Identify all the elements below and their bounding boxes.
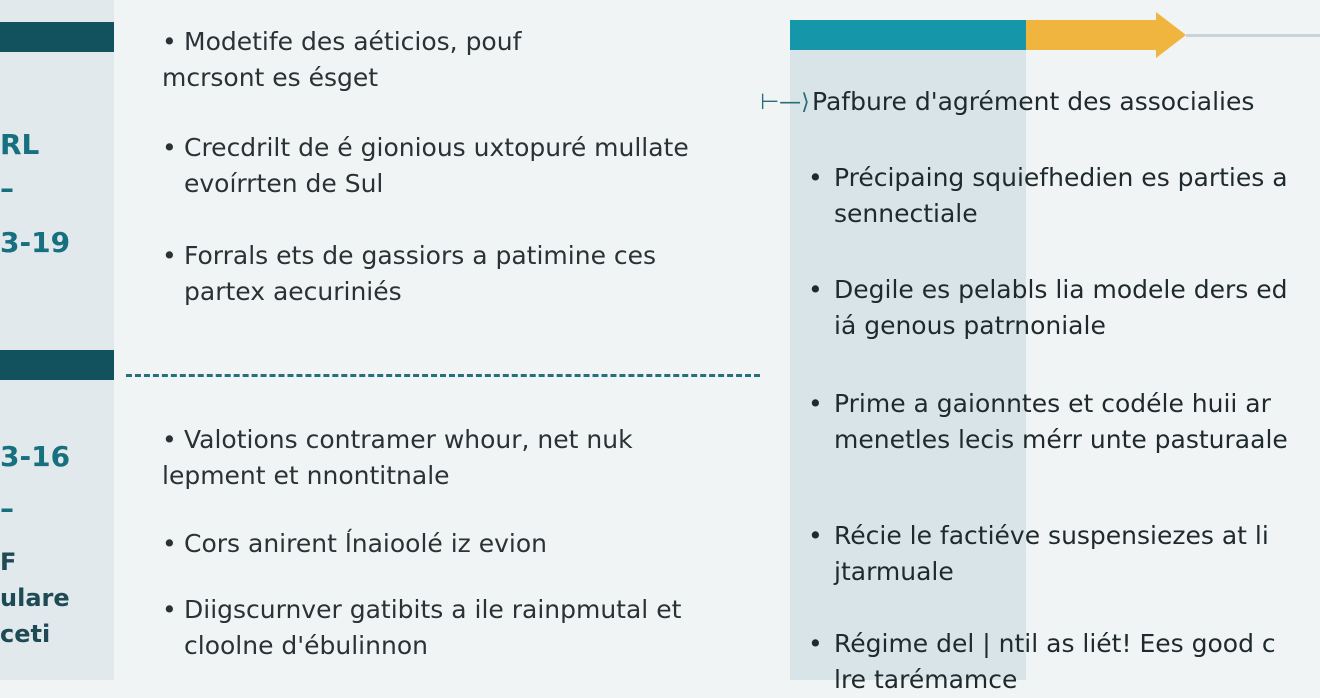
middle-bullet-2: • Crecdrilt de é gionious uxtopuré mullate evoírrten de Sul <box>162 133 689 198</box>
middle-bullet-6-line2: cloolne d'ébulinnon <box>184 631 428 660</box>
right-heading: Pafbure d'agrément des associalies <box>812 87 1255 116</box>
right-bullet-4-line1: Récie le factiéve suspensiezes at li <box>834 521 1269 550</box>
left-label-1: RL <box>0 128 40 161</box>
middle-bullet-5-line1: Cors anirent ĺnaioolé iz evion <box>184 529 548 558</box>
middle-bullet-6-line1: Diigscurnver gatibits a ile rainpmutal et <box>184 595 682 624</box>
arrow-right-icon <box>1156 12 1186 58</box>
middle-bullet-5: • Cors anirent ĺnaioolé iz evion <box>162 529 548 558</box>
right-arrow-line <box>1186 34 1320 37</box>
middle-bullet-3-line2: partex aecuriniés <box>184 277 402 306</box>
right-bullet-5-line1: Régime del | ntil as liét! Ees good c <box>834 629 1276 658</box>
right-bullet-3-line1: Prime a gaionntes et codéle huii ar <box>834 389 1271 418</box>
left-year-1: 3-19 <box>0 226 71 259</box>
left-header-bar-1 <box>0 22 114 52</box>
right-yellow-bar <box>1026 20 1156 50</box>
right-bullet-1: • Précipaing squiefhedien es parties a sennectiale <box>808 160 1288 232</box>
middle-bullet-4-line2: lepment et nnontitnale <box>162 461 450 490</box>
middle-bullet-1-line2: mcrsont es ésget <box>162 63 379 92</box>
left-label-3: ulare <box>0 584 70 612</box>
middle-bullet-2-line2: evoírrten de Sul <box>184 169 384 198</box>
right-bullet-1-line1: Précipaing squiefhedien es parties a <box>834 163 1288 192</box>
right-bullet-3-line2: menetles lecis mérr unte pasturaale <box>834 425 1288 454</box>
right-bullet-3: • Prime a gaionntes et codéle huii ar menetles lecis mérr unte pasturaale <box>808 386 1288 458</box>
middle-bullet-1: • Modetife des aéticios, pouf mcrsont es ésget <box>162 27 522 92</box>
connector-icon: ⊢—⟩ <box>760 90 810 115</box>
right-bullet-2: • Degile es pelabls lia modele ders ed iá genous patrnoniale <box>808 272 1287 344</box>
left-year-2: 3-16 <box>0 440 71 473</box>
right-bullet-2-line2: iá genous patrnoniale <box>834 311 1106 340</box>
left-header-bar-2 <box>0 350 114 380</box>
section-divider <box>126 374 760 377</box>
left-timeline-panel <box>0 0 114 680</box>
right-bullet-5: • Régime del | ntil as liét! Ees good c lre tarémamce <box>808 626 1276 698</box>
middle-bullet-3: • Forrals ets de gassiors a patimine ces partex aecuriniés <box>162 241 657 306</box>
middle-bullet-3-line1: Forrals ets de gassiors a patimine ces <box>184 241 657 270</box>
left-label-2: F <box>0 548 17 576</box>
right-bullet-2-line1: Degile es pelabls lia modele ders ed <box>834 275 1288 304</box>
right-bullet-1-line2: sennectiale <box>834 199 978 228</box>
middle-bullet-4: • Valotions contramer whour, net nuk lepment et nnontitnale <box>162 425 633 490</box>
middle-bullet-6: • Diigscurnver gatibits a ile rainpmutal et cloolne d'ébulinnon <box>162 595 682 660</box>
middle-bullet-2-line1: Crecdrilt de é gionious uxtopuré mullate <box>184 133 689 162</box>
left-dash-2: – <box>0 492 14 525</box>
right-teal-bar <box>790 20 1026 50</box>
left-label-4: ceti <box>0 620 51 648</box>
middle-bullet-1-line1: Modetife des aéticios, pouf <box>184 27 522 56</box>
right-bullet-4: • Récie le factiéve suspensiezes at li jtarmuale <box>808 518 1269 590</box>
right-bullet-5-line2: lre tarémamce <box>834 665 1018 694</box>
right-bullet-4-line2: jtarmuale <box>834 557 954 586</box>
left-dash-1: – <box>0 172 14 205</box>
middle-bullet-4-line1: Valotions contramer whour, net nuk <box>184 425 633 454</box>
